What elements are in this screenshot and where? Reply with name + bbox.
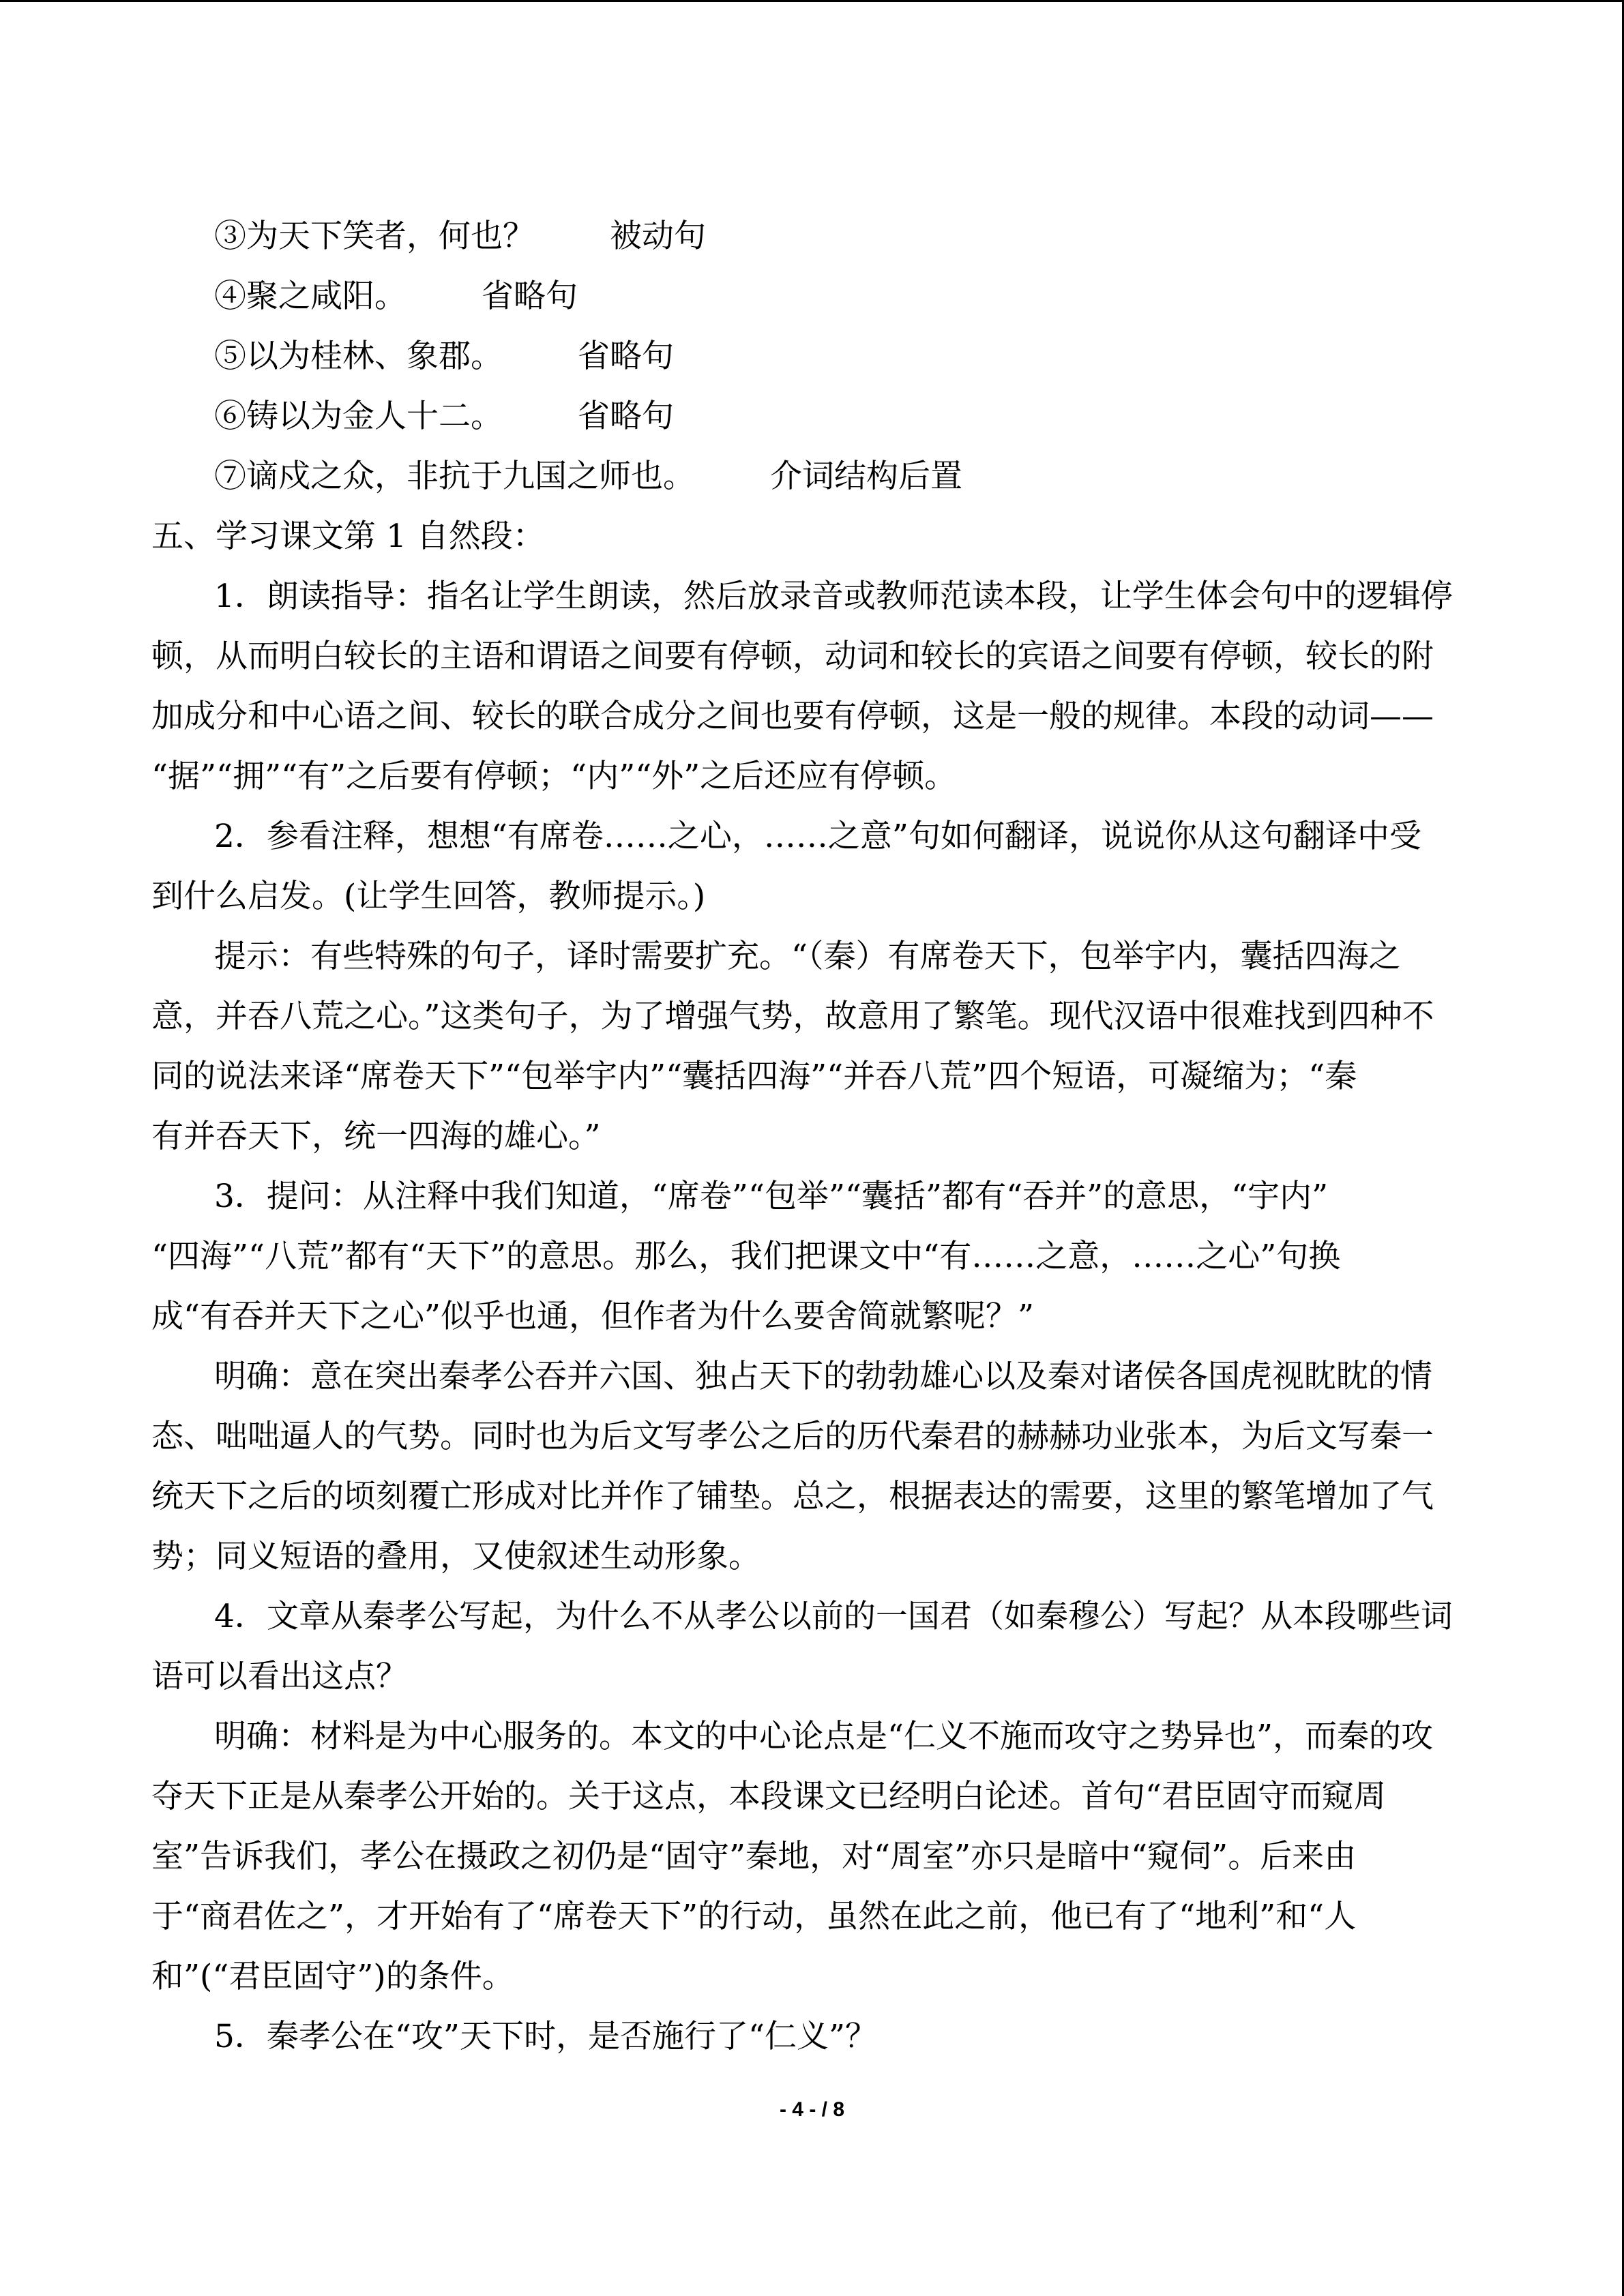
sentence-item — [151, 207, 1475, 267]
section-heading: 五、学习课文第 1 自然段： — [151, 518, 545, 555]
answer4-line: 室”告诉我们，孝公在摄政之初仍是“固守”秦地，对“周室”亦只是暗中“窥伺”。后来由 — [151, 1838, 1357, 1875]
item1-line: 顿，从而明白较长的主语和谓语之间要有停顿，动词和较长的宾语之间要有停顿，较长的附 — [151, 638, 1434, 675]
item3-line: “四海”“八荒”都有“天下”的意思。那么，我们把课文中“有……之意，……之心”句换 — [151, 1238, 1341, 1275]
sentence-text: ⑦谪戍之众，非抗于九国之师也。 — [214, 458, 695, 495]
answer3-line: 势；同义短语的叠用，又使叙述生动形象。 — [151, 1538, 761, 1575]
hint-line: 提示：有些特殊的句子，译时需要扩充。“（秦）有席卷天下，包举宇内，囊括四海之 — [214, 938, 1401, 975]
hint-line: 同的说法来译“席卷天下”“包举宇内”“囊括四海”“并吞八荒”四个短语，可凝缩为；“秦 — [151, 1058, 1357, 1095]
item4-line: 4．文章从秦孝公写起，为什么不从孝公以前的一国君（如秦穆公）写起？从本段哪些词 — [214, 1598, 1453, 1635]
answer3-line: 统天下之后的顷刻覆亡形成对比并作了铺垫。总之，根据表达的需要，这里的繁笔增加了气 — [151, 1478, 1434, 1515]
item5-line: 5．秦孝公在“攻”天下时，是否施行了“仁义”？ — [214, 2018, 878, 2055]
sentence-item — [151, 387, 1475, 447]
sentence-item — [151, 327, 1475, 387]
sentence-text: ⑥铸以为金人十二。 — [214, 398, 503, 435]
answer4-line: 明确：材料是为中心服务的。本文的中心论点是“仁义不施而攻守之势异也”，而秦的攻 — [214, 1718, 1434, 1755]
sentence-text: ⑤以为桂林、象郡。 — [214, 338, 503, 375]
sentence-type-note: 被动句 — [610, 218, 706, 255]
sentence-text: ③为天下笑者，何也？ — [214, 218, 535, 255]
item1-line: 1．朗读指导：指名让学生朗读，然后放录音或教师范读本段，让学生体会句中的逻辑停 — [214, 578, 1453, 615]
item2-line: 到什么启发。(让学生回答，教师提示。) — [151, 878, 706, 915]
item3-line: 3．提问：从注释中我们知道，“席卷”“包举”“囊括”都有“吞并”的意思，“宇内” — [214, 1178, 1329, 1215]
answer4-line: 于“商君佐之”，才开始有了“席卷天下”的行动，虽然在此之前，他已有了“地利”和“人 — [151, 1898, 1357, 1935]
item1-line: 加成分和中心语之间、较长的联合成分之间也要有停顿，这是一般的规律。本段的动词—— — [151, 698, 1434, 735]
sentence-item — [151, 447, 1475, 507]
answer3-line: 明确：意在突出秦孝公吞并六国、独占天下的勃勃雄心以及秦对诸侯各国虎视眈眈的情 — [214, 1358, 1432, 1395]
item4-line: 语可以看出这点？ — [151, 1658, 408, 1695]
answer4-line: 夺天下正是从秦孝公开始的。关于这点，本段课文已经明白论述。首句“君臣固守而窥周 — [151, 1778, 1387, 1815]
item2-line: 2．参看注释，想想“有席卷……之心，……之意”句如何翻译，说说你从这句翻译中受 — [214, 818, 1421, 855]
sentence-type-note: 省略句 — [578, 338, 674, 375]
sentence-type-note: 省略句 — [482, 278, 578, 315]
sentence-type-note: 省略句 — [578, 398, 674, 435]
hint-line: 意，并吞八荒之心。”这类句子，为了增强气势，故意用了繁笔。现代汉语中很难找到四种不 — [151, 998, 1434, 1035]
hint-line: 有并吞天下，统一四海的雄心。” — [151, 1118, 601, 1155]
answer3-line: 态、咄咄逼人的气势。同时也为后文写孝公之后的历代秦君的赫赫功业张本，为后文写秦一 — [151, 1418, 1434, 1455]
item1-line: “据”“拥”“有”之后要有停顿；“内”“外”之后还应有停顿。 — [151, 758, 957, 795]
sentence-text: ④聚之咸阳。 — [214, 278, 407, 315]
sentence-type-note: 介词结构后置 — [770, 458, 962, 495]
answer4-line: 和”(“君臣固守”)的条件。 — [151, 1958, 514, 1995]
item3-line: 成“有吞并天下之心”似乎也通，但作者为什么要舍简就繁呢？” — [151, 1298, 1035, 1335]
sentence-item — [151, 267, 1475, 327]
page-content — [151, 207, 1475, 2067]
page-number: - 4 - / 8 — [779, 2098, 845, 2121]
